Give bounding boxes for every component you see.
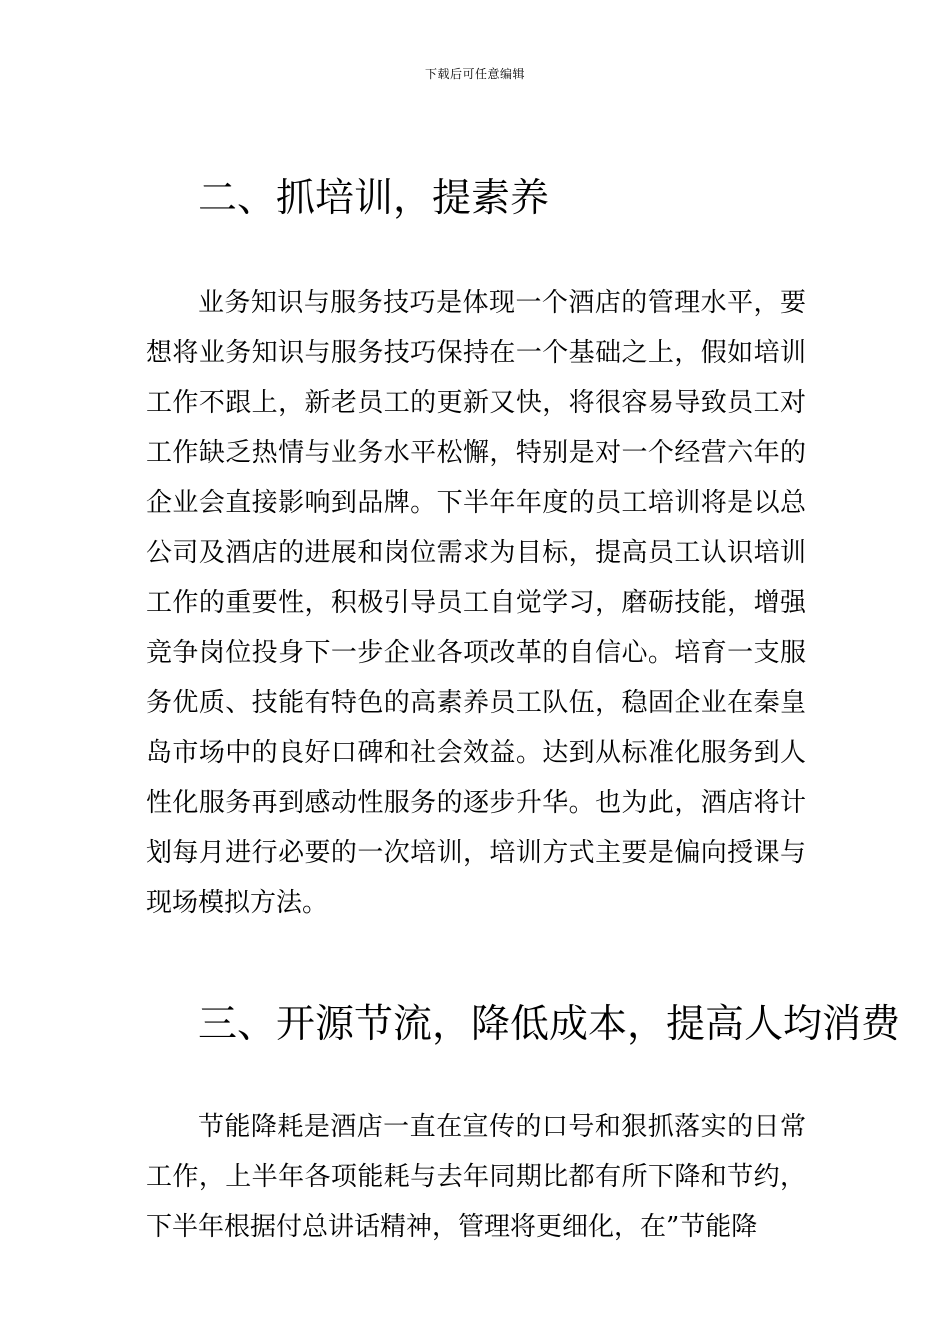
- spacer: [146, 220, 806, 278]
- paragraph-training: 业务知识与服务技巧是体现一个酒店的管理水平，要想将业务知识与服务技巧保持在一个基础之上，假如培训工作不跟上，新老员工的更新又快，将很容易导致员工对工作缺乏热情与业务水平松懈，特别是对一个经营六年的企业会直接影响到品牌。下半年年度的员工培训将是以总公司及酒店的进展和岗位需求为目标，提高员工认识培训工作的重要性，积极引导员工自觉学习，磨砺技能，增强竞争岗位投身下一步企业各项改革的自信心。培育一支服务优质、技能有特色的高素养员工队伍，稳固企业在秦皇岛市场中的良好口碑和社会效益。达到从标准化服务到人性化服务再到感动性服务的逐步升华。也为此，酒店将计划每月进行必要的一次培训，培训方式主要是偏向授课与现场模拟方法。: [146, 288, 806, 918]
- paragraph-cost-saving: 节能降耗是酒店一直在宣传的口号和狠抓落实的日常工作，上半年各项能耗与去年同期比都有所下降和节约，下半年根据付总讲话精神，管理将更细化，在”节能降: [146, 1112, 806, 1242]
- spacer: [146, 928, 806, 1004]
- section-heading-training: 二、抓培训，提素养: [198, 176, 550, 221]
- document-body: [146, 176, 901, 1252]
- spacer: [146, 1046, 806, 1102]
- section-heading-cost-saving: 三、开源节流，降低成本，提高人均消费: [198, 1002, 901, 1047]
- page-header: 下载后可任意编辑: [424, 67, 525, 81]
